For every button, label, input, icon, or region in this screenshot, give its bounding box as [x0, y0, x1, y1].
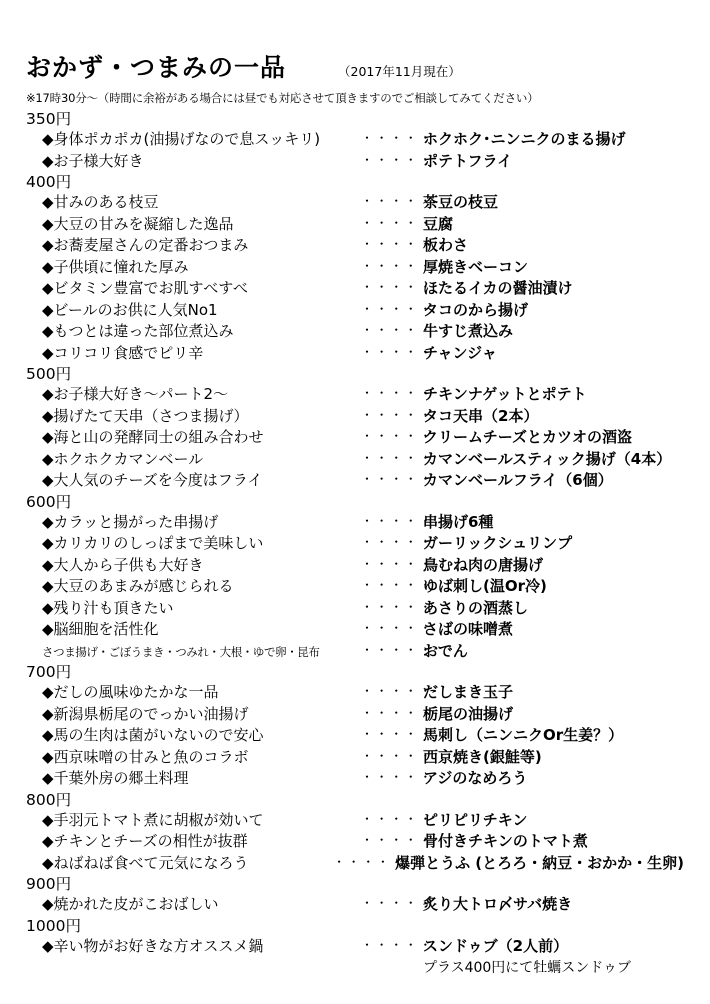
menu-item-row	[26, 427, 684, 449]
menu-item-description: ◆だしの風味ゆたかな一品	[42, 683, 219, 701]
menu-item-row	[26, 768, 684, 790]
menu-item-row	[26, 725, 684, 747]
menu-item-row	[26, 278, 684, 300]
menu-item-name: 牛すじ煮込み	[423, 322, 514, 340]
menu-item-name: 爆弾とうふ (とろろ・納豆・おかか・生卵)	[395, 853, 684, 872]
menu-item-row	[26, 235, 684, 257]
leader-dots: ・・・・・	[361, 770, 435, 784]
menu-item-row	[26, 151, 684, 173]
menu-item-description: ◆大人気のチーズを今度はフライ	[42, 471, 263, 489]
menu-item-description: ◆辛い物がお好きな方オススメ鍋	[42, 936, 264, 955]
menu-item-description: ◆チキンとチーズの相性が抜群	[42, 832, 248, 850]
menu-item-name: 厚焼きベーコン	[423, 257, 529, 276]
page-title: おかず・つまみの一品	[26, 53, 287, 82]
menu-item-name: おでん	[423, 641, 468, 660]
leader-dots: ・・・・・	[361, 237, 435, 251]
menu-item-row	[26, 343, 684, 365]
menu-item-description: ◆焼かれた皮がこおばしい	[42, 895, 219, 913]
menu-header	[26, 48, 684, 84]
menu-item-row	[26, 192, 684, 214]
menu-item-name: 茶豆の枝豆	[423, 193, 499, 211]
menu-item-description: ◆西京味噌の甘みと魚のコラボ	[42, 747, 249, 766]
leader-dots: ・・・・・	[361, 556, 435, 571]
menu-item-row	[26, 936, 684, 958]
menu-date-note: （2017年11月現在）	[338, 64, 461, 79]
leader-dots: ・・・・・	[361, 833, 435, 847]
menu-item-description: ◆大豆のあまみが感じられる	[42, 577, 234, 595]
leader-dots: ・・・・・	[361, 621, 435, 635]
menu-item-name: チキンナゲットとポテト	[423, 385, 587, 403]
menu-item-row	[26, 470, 684, 492]
menu-item-row	[26, 512, 684, 534]
leader-dots: ・・・・・	[361, 535, 435, 549]
menu-item-description: ◆もつとは違った部位煮込み	[42, 322, 234, 340]
leader-dots: ・・・・・	[361, 896, 435, 910]
menu-item-name: ゆば刺し(温Or冷)	[423, 577, 547, 595]
leader-dots: ・・・・・	[361, 258, 435, 273]
price-group	[26, 493, 684, 663]
leader-dots: ・・・・・	[361, 323, 435, 337]
leader-dots: ・・・・・	[361, 578, 435, 592]
price-group	[26, 663, 684, 790]
menu-item-row	[26, 129, 684, 151]
leader-dots: ・・・・・	[361, 937, 435, 952]
price-group	[26, 875, 684, 916]
leader-dots: ・・・・・	[361, 194, 435, 208]
leader-dots: ・・・・・	[333, 854, 407, 869]
menu-item-name: さばの味噌煮	[423, 620, 514, 638]
menu-item-row	[26, 598, 684, 620]
menu-item-description: ◆揚げたて天串（さつま揚げ）	[42, 406, 249, 425]
menu-item-description: さつま揚げ・ごぼうまき・つみれ・大根・ゆで卵・昆布	[42, 644, 320, 659]
menu-item-description: ◆新潟県栃尾のでっかい油揚げ	[42, 704, 249, 723]
price-label: 400円	[26, 173, 72, 191]
menu-item-description: ◆お蕎麦屋さんの定番おつまみ	[42, 236, 249, 254]
menu-item-row	[26, 321, 684, 343]
menu-item-description: ◆大人から子供も大好き	[42, 555, 204, 574]
price-group	[26, 791, 684, 875]
menu-item-name: ガーリックシュリンプ	[423, 534, 573, 552]
menu-item-description: ◆ビールのお供に人気No1	[42, 300, 218, 319]
price-group	[26, 917, 684, 958]
leader-dots: ・・・・・	[361, 301, 435, 316]
price-label: 900円	[26, 875, 72, 893]
menu-item-name: 骨付きチキンのトマト煮	[423, 832, 588, 850]
menu-item-row	[26, 214, 684, 236]
menu-item-name: 炙り大トロ〆サバ焼き	[423, 895, 573, 913]
menu-item-description: ◆子供頃に憧れた厚み	[42, 257, 189, 276]
menu-item-row	[26, 853, 684, 875]
menu-item-name: ピリピリチキン	[423, 810, 528, 829]
leader-dots: ・・・・・	[361, 344, 435, 359]
menu-item-description: ◆残り汁も頂きたい	[42, 598, 174, 617]
menu-item-description: ◆脳細胞を活性化	[42, 620, 159, 638]
menu-groups	[26, 110, 684, 957]
menu-item-row	[26, 619, 684, 641]
menu-item-name: あさりの酒蒸し	[423, 598, 529, 617]
menu-item-description: ◆コリコリ食感でピリ辛	[42, 343, 204, 362]
leader-dots: ・・・・・	[361, 642, 435, 657]
footer-note-spacer	[26, 957, 423, 979]
leader-dots: ・・・・・	[361, 280, 435, 294]
price-label: 700円	[26, 663, 72, 681]
footer-note-row	[26, 957, 684, 979]
price-label: 1000円	[26, 916, 81, 935]
menu-item-name: カマンベールフライ（6個）	[423, 471, 613, 489]
menu-item-description: ◆カリカリのしっぽまで美味しい	[42, 534, 264, 552]
menu-item-description: ◆お子様大好き〜パート2〜	[42, 385, 229, 403]
menu-item-name: タコのから揚げ	[423, 300, 529, 319]
menu-item-name: クリームチーズとカツオの酒盗	[423, 428, 632, 446]
menu-item-name: チャンジャ	[423, 343, 497, 362]
menu-subnote: ※17時30分〜（時間に余裕がある場合には昼でも対応させて頂きますのでご相談してみてください）	[26, 91, 539, 105]
menu-item-row	[26, 533, 684, 555]
menu-item-row	[26, 576, 684, 598]
leader-dots: ・・・・・	[361, 152, 435, 167]
leader-dots: ・・・・・	[361, 450, 435, 465]
menu-item-row	[26, 831, 684, 853]
menu-item-name: タコ天串（2本）	[423, 406, 539, 425]
price-label: 500円	[26, 365, 72, 383]
menu-item-row	[26, 894, 684, 916]
menu-item-description: ◆ねばねば食べて元気になろう	[42, 853, 249, 872]
menu-item-name: 鳥むね肉の唐揚げ	[423, 555, 544, 574]
menu-item-description: ◆馬の生肉は菌がいないので安心	[42, 726, 264, 744]
leader-dots: ・・・・・	[361, 131, 435, 145]
menu-item-name: だしまき玉子	[423, 683, 514, 701]
menu-item-name: 馬刺し（ニンニクOr生姜？）	[423, 726, 624, 744]
price-group	[26, 365, 684, 492]
menu-item-row	[26, 257, 684, 279]
leader-dots: ・・・・・	[361, 407, 435, 422]
menu-item-description: ◆ホクホクカマンベール	[42, 449, 204, 468]
menu-item-description: ◆海と山の発酵同士の組み合わせ	[42, 428, 264, 446]
menu-item-name: 串揚げ6種	[423, 512, 494, 531]
leader-dots: ・・・・・	[361, 429, 435, 443]
leader-dots: ・・・・・	[361, 513, 435, 528]
footer-note: プラス400円にて牡蠣スンドゥブ	[423, 960, 631, 976]
menu-item-name: 板わさ	[423, 236, 469, 254]
leader-dots: ・・・・・	[361, 811, 435, 826]
menu-item-row	[26, 810, 684, 832]
menu-item-description: ◆甘みのある枝豆	[42, 193, 159, 211]
menu-item-name: ポテトフライ	[423, 151, 513, 170]
menu-item-description: ◆千葉外房の郷土料理	[42, 769, 189, 787]
menu-item-description: ◆ビタミン豊富でお肌すべすべ	[42, 279, 248, 297]
menu-item-row	[26, 555, 684, 577]
menu-item-row	[26, 747, 684, 769]
price-label: 350円	[26, 110, 72, 128]
menu-item-name: スンドゥブ（2人前）	[423, 936, 569, 955]
price-group	[26, 110, 684, 172]
price-label: 600円	[26, 492, 72, 511]
menu-item-row	[26, 682, 684, 704]
menu-item-row	[26, 300, 684, 322]
menu-item-name: カマンベールスティック揚げ（4本）	[423, 449, 672, 468]
leader-dots: ・・・・・	[361, 472, 435, 486]
menu-item-description: ◆カラッと揚がった串揚げ	[42, 512, 219, 531]
price-label: 800円	[26, 790, 72, 809]
menu-item-description: ◆お子様大好き	[42, 151, 144, 170]
menu-item-description: ◆身体ポカポカ(油揚げなので息スッキリ)	[42, 130, 321, 148]
menu-item-row	[26, 704, 684, 726]
menu-item-name: 豆腐	[423, 214, 454, 233]
leader-dots: ・・・・・	[361, 705, 435, 720]
menu-item-description: ◆大豆の甘みを凝縮した逸品	[42, 214, 234, 233]
leader-dots: ・・・・・	[361, 748, 435, 763]
leader-dots: ・・・・・	[361, 599, 435, 614]
menu-item-name: 西京焼き(銀鮭等)	[423, 747, 542, 766]
leader-dots: ・・・・・	[361, 386, 435, 400]
menu-item-row	[26, 384, 684, 406]
menu-item-name: 栃尾の油揚げ	[423, 704, 514, 723]
price-group	[26, 173, 684, 364]
menu-item-name: アジのなめろう	[423, 769, 528, 787]
menu-item-name: ホクホク･ニンニクのまる揚げ	[423, 130, 626, 148]
leader-dots: ・・・・・	[361, 727, 435, 741]
menu-item-row	[26, 406, 684, 428]
menu-item-description: ◆手羽元トマト煮に胡椒が効いて	[42, 810, 264, 829]
menu-item-name: ほたるイカの醤油漬け	[423, 279, 573, 297]
menu-item-row	[26, 449, 684, 471]
menu-item-row	[26, 641, 684, 663]
leader-dots: ・・・・・	[361, 684, 435, 698]
leader-dots: ・・・・・	[361, 215, 435, 230]
